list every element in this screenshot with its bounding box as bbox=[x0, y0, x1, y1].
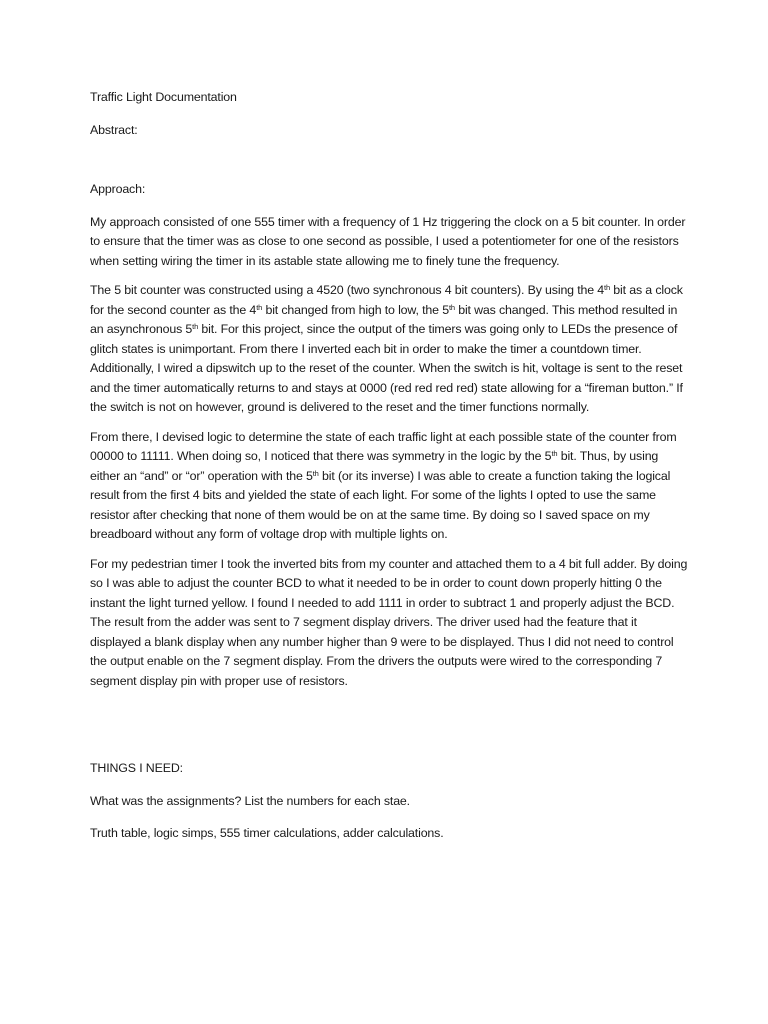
need-item-2: Truth table, logic simps, 555 timer calculations, adder calculations. bbox=[90, 826, 444, 840]
paragraph-text-run: The 5 bit counter was constructed using a 4520 (two synchronous 4 bit counters). By using the 4 bbox=[90, 283, 605, 297]
paragraph-text-run: bit changed from high to low, the 5 bbox=[262, 302, 449, 317]
approach-paragraph-4: For my pedestrian timer I took the inverted bits from my counter and attached them to a 4 bit full adder. By doing so I was able to adjust the counter BCD to what it needed to be in order to count down properly hitting 0 the instant the light turned yellow. I found I needed to add 1111 in order to subtract 1 and properly adjust the BCD. The result from the adder was sent to 7 segment display drivers. The driver used had the feature that it displayed a blank display when any number higher than 9 were to be displayed. Thus I did not need to control the output enable on the 7 segment display. From the drivers the outputs were wired to the corresponding 7 segment display pin with proper use of resistors. bbox=[90, 556, 688, 688]
approach-heading: Approach: bbox=[90, 182, 146, 196]
document-title: Traffic Light Documentation bbox=[90, 90, 237, 104]
ordinal-superscript: th bbox=[192, 322, 199, 331]
ordinal-superscript: th bbox=[256, 302, 263, 312]
paragraph-text-run: From there, I devised logic to determine the state of each traffic light at each possible state of the counter from 00000 to 11111. When doing so, I noticed that there was symmetry in the logic by the 5 bbox=[90, 429, 677, 463]
ordinal-superscript: th bbox=[604, 283, 610, 292]
need-item-1: What was the assignments? List the numbers for each stae. bbox=[90, 793, 410, 808]
approach-paragraph-2 bbox=[90, 281, 690, 418]
paragraph-text-run: bit (or its inverse) I was able to create a function taking the logical result from the first 4 bits and yielded the state of each light. For some of the lights I opted to use the same resistor after checking that none of them would be on at the same time. By doing so I saved space on my breadboard without any form of voltage drop with multiple lights on. bbox=[90, 468, 671, 541]
ordinal-superscript: th bbox=[312, 468, 319, 478]
paragraph-text-run: bit as a clock for the second counter as the 4 bbox=[90, 283, 683, 317]
ordinal-superscript: th bbox=[448, 302, 455, 312]
abstract-heading: Abstract: bbox=[90, 122, 138, 137]
paragraph-text-run: bit was changed. This method resulted in an asynchronous 5 bbox=[90, 302, 678, 336]
paragraph-text-run: bit. Thus, by using either an “and” or “or” operation with the 5 bbox=[90, 449, 659, 483]
approach-paragraph-1: My approach consisted of one 555 timer with a frequency of 1 Hz triggering the clock on a 5 bit counter. In order to ensure that the timer was as close to one second as possible, I used a potentiometer for one of the resistors when setting wiring the timer in its astable state allowing me to finely tune the frequency. bbox=[90, 214, 686, 268]
paragraph-text-run: bit. For this project, since the output of the timers was going only to LEDs the presence of glitch states is unimportant. From there I inverted each bit in order to make the timer a countdown timer. Additionally, I wired a dipswitch up to the reset of the counter. When the switch is hit, voltage is sent to the reset and the timer automatically returns to and stays at 0000 (red red red red) state allowing for a “fireman button.” If the switch is not on however, ground is delivered to the reset and the timer functions normally. bbox=[90, 322, 683, 414]
document-body bbox=[90, 88, 690, 844]
approach-paragraph-3 bbox=[90, 428, 690, 545]
things-i-need-heading: THINGS I NEED: bbox=[90, 761, 183, 775]
ordinal-superscript: th bbox=[551, 449, 558, 458]
